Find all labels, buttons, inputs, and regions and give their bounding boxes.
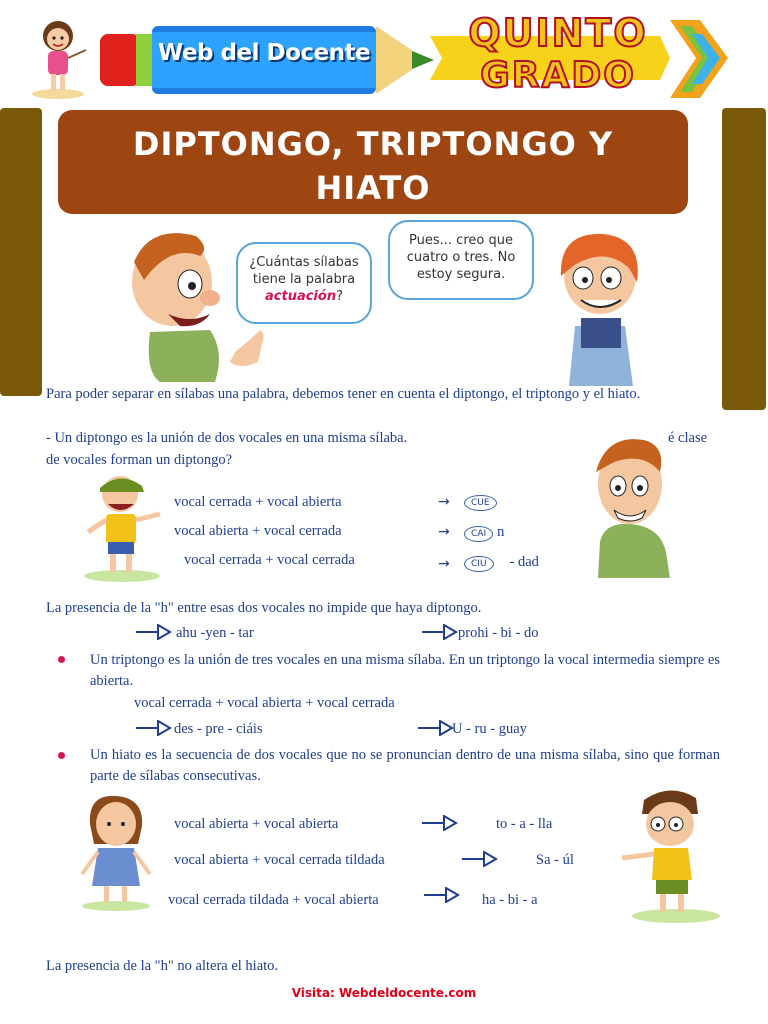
big-arrow-icon: [422, 624, 458, 640]
diptongo-definition: - Un diptongo es la unión de dos vocales en una misma sílaba.: [46, 430, 408, 446]
diptongo-example-3: [464, 552, 539, 573]
boy-bubble-end: ?: [336, 289, 343, 304]
logo-text[interactable]: Web del Docente: [157, 40, 371, 66]
hiato-rule-2: vocal abierta + vocal cerrada tildada: [174, 852, 385, 868]
girl-speech-bubble: [388, 220, 534, 300]
syllable-badge: CIU: [464, 556, 494, 572]
diptongo-rule-3: vocal cerrada + vocal cerrada: [184, 552, 355, 568]
arrow-icon: →: [438, 556, 450, 572]
title-line-2: HIATO: [315, 169, 431, 207]
triptongo-example-1: des - pre - ciáis: [174, 721, 263, 737]
big-arrow-icon: [424, 887, 460, 903]
pointing-boy-illustration: [614, 784, 724, 924]
diptongo-question-end: é clase: [668, 430, 708, 446]
boy-bubble-line-1: ¿Cuántas sílabas: [249, 255, 359, 270]
title-box: [58, 110, 688, 214]
thinking-boy-illustration: [584, 432, 676, 578]
big-arrow-icon: [136, 720, 172, 736]
girl-dress-illustration: [76, 794, 154, 912]
bullet-icon: [58, 656, 65, 663]
girl-character-illustration: [545, 226, 655, 386]
girl-bubble-line-3: estoy segura.: [416, 267, 506, 282]
big-arrow-icon: [422, 815, 458, 831]
girl-bubble-line-1: Pues... creo que: [409, 233, 513, 248]
h-diptongo-example-1: ahu -yen - tar: [176, 625, 254, 641]
syllable-suffix: n: [497, 524, 505, 540]
hiato-example-1: to - a - lla: [496, 816, 553, 832]
boy-bubble-line-3: [238, 288, 370, 305]
hiato-example-3: ha - bi - a: [482, 892, 538, 908]
bullet-icon: [58, 752, 65, 759]
grade-line-2: GRADO: [480, 55, 636, 96]
girl-bubble-line-2: cuatro o tres. No: [406, 250, 516, 265]
diptongo-example-1: [464, 492, 497, 511]
teacher-mascot-illustration: [28, 14, 90, 100]
h-diptongo-example-2: prohi - bi - do: [458, 625, 539, 641]
triptongo-definition: Un triptongo es la unión de tres vocales en una misma sílaba. En un triptongo la vocal intermedia siempre es abierta.: [90, 652, 720, 689]
triptongo-example-2: U - ru - guay: [452, 721, 527, 737]
arrow-icon: →: [438, 524, 450, 540]
footer-link[interactable]: Visita: Webdeldocente.com: [291, 986, 477, 1000]
highlighted-word: actuación: [265, 289, 337, 304]
boy-bubble-line-2: tiene la palabra: [252, 272, 356, 287]
big-arrow-icon: [136, 624, 172, 640]
title-line-1: DIPTONGO, TRIPTONGO Y: [132, 125, 614, 163]
hiato-rule-3: vocal cerrada tildada + vocal abierta: [168, 892, 379, 908]
h-hiato-note: La presencia de la "h" no altera el hiato.: [46, 958, 279, 974]
hiato-example-2: Sa - úl: [536, 852, 574, 868]
boy-speech-bubble: [236, 242, 372, 324]
page-title: [58, 122, 688, 210]
syllable-badge: CAI: [464, 526, 493, 542]
triptongo-rule: vocal cerrada + vocal abierta + vocal cerrada: [134, 695, 395, 711]
hiato-rule-1: vocal abierta + vocal abierta: [174, 816, 339, 832]
right-side-bar: [722, 108, 766, 410]
syllable-badge: CUE: [464, 495, 497, 511]
diptongo-example-2: [464, 522, 504, 543]
diptongo-rule-1: vocal cerrada + vocal abierta: [174, 494, 342, 510]
diptongo-question: de vocales forman un diptongo?: [46, 452, 233, 468]
syllable-suffix: - dad: [509, 554, 539, 570]
big-arrow-icon: [462, 851, 498, 867]
diptongo-rule-2: vocal abierta + vocal cerrada: [174, 523, 342, 539]
big-arrow-icon: [418, 720, 454, 736]
grade-line-1: QUINTO: [468, 11, 648, 55]
intro-paragraph: Para poder separar en sílabas una palabra, debemos tener en cuenta el diptongo, el triptongo y el hiato.: [46, 386, 641, 402]
cap-boy-illustration: [82, 470, 164, 582]
left-side-bar: [0, 108, 42, 396]
hiato-definition: Un hiato es la secuencia de dos vocales que no se pronuncian dentro de una misma sílaba, sino que forman parte de sílabas consecutivas.: [90, 747, 720, 784]
arrow-icon: →: [438, 494, 450, 510]
h-diptongo-note: La presencia de la "h" entre esas dos vocales no impide que haya diptongo.: [46, 600, 482, 616]
